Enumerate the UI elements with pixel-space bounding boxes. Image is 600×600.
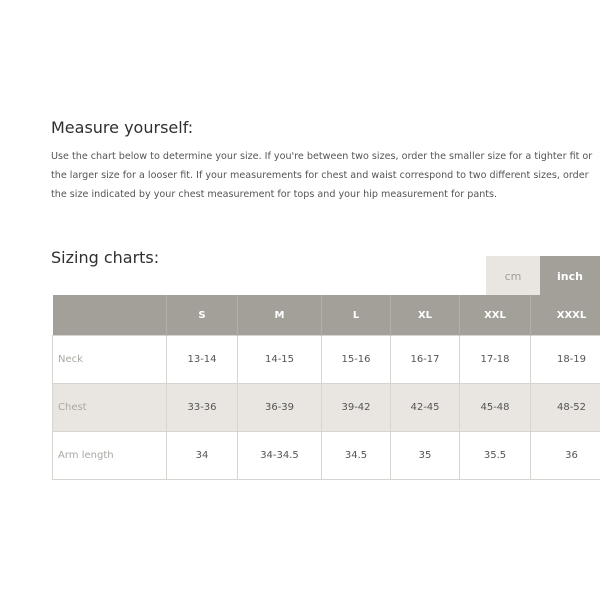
sizing-table [52, 295, 600, 480]
table-cell: 14-15 [238, 336, 322, 384]
table-cell: 39-42 [322, 384, 391, 432]
table-cell: 34 [167, 432, 238, 480]
table-cell: 34-34.5 [238, 432, 322, 480]
measure-instructions-text: Use the chart below to determine your size. If you're between two sizes, order the smaller size for a tighter fit or the larger size for a looser fit. If your measurements for chest and waist correspond to two different sizes, order the size indicated by your chest measurement for tops and your hip measurement for pants. [51, 151, 593, 200]
column-header-m: M [238, 295, 322, 336]
table-cell: 16-17 [391, 336, 460, 384]
table-row-chest [53, 384, 600, 432]
column-header-xxl: XXL [460, 295, 531, 336]
column-header-s: S [167, 295, 238, 336]
table-cell: 34.5 [322, 432, 391, 480]
column-header-xl: XL [391, 295, 460, 336]
header-corner [53, 295, 167, 336]
column-header-l: L [322, 295, 391, 336]
measure-yourself-heading: Measure yourself: [51, 118, 194, 137]
table-cell: 15-16 [322, 336, 391, 384]
table-cell: 17-18 [460, 336, 531, 384]
row-label-arm-length: Arm length [53, 432, 167, 480]
table-cell: 35.5 [460, 432, 531, 480]
unit-cm-button[interactable]: cm [486, 256, 540, 296]
table-header-row [53, 295, 600, 336]
column-header-xxxl: XXXL [531, 295, 600, 336]
table-row-neck [53, 336, 600, 384]
table-cell: 42-45 [391, 384, 460, 432]
row-label-neck: Neck [53, 336, 167, 384]
table-cell: 36-39 [238, 384, 322, 432]
unit-toggle [486, 256, 600, 296]
table-row-arm-length [53, 432, 600, 480]
table-cell: 13-14 [167, 336, 238, 384]
table-cell: 18-19 [531, 336, 600, 384]
table-cell: 48-52 [531, 384, 600, 432]
table-cell: 33-36 [167, 384, 238, 432]
unit-inch-button[interactable]: inch [540, 256, 600, 296]
row-label-chest: Chest [53, 384, 167, 432]
table-cell: 45-48 [460, 384, 531, 432]
table-cell: 35 [391, 432, 460, 480]
sizing-charts-heading: Sizing charts: [51, 248, 160, 267]
table-cell: 36 [531, 432, 600, 480]
